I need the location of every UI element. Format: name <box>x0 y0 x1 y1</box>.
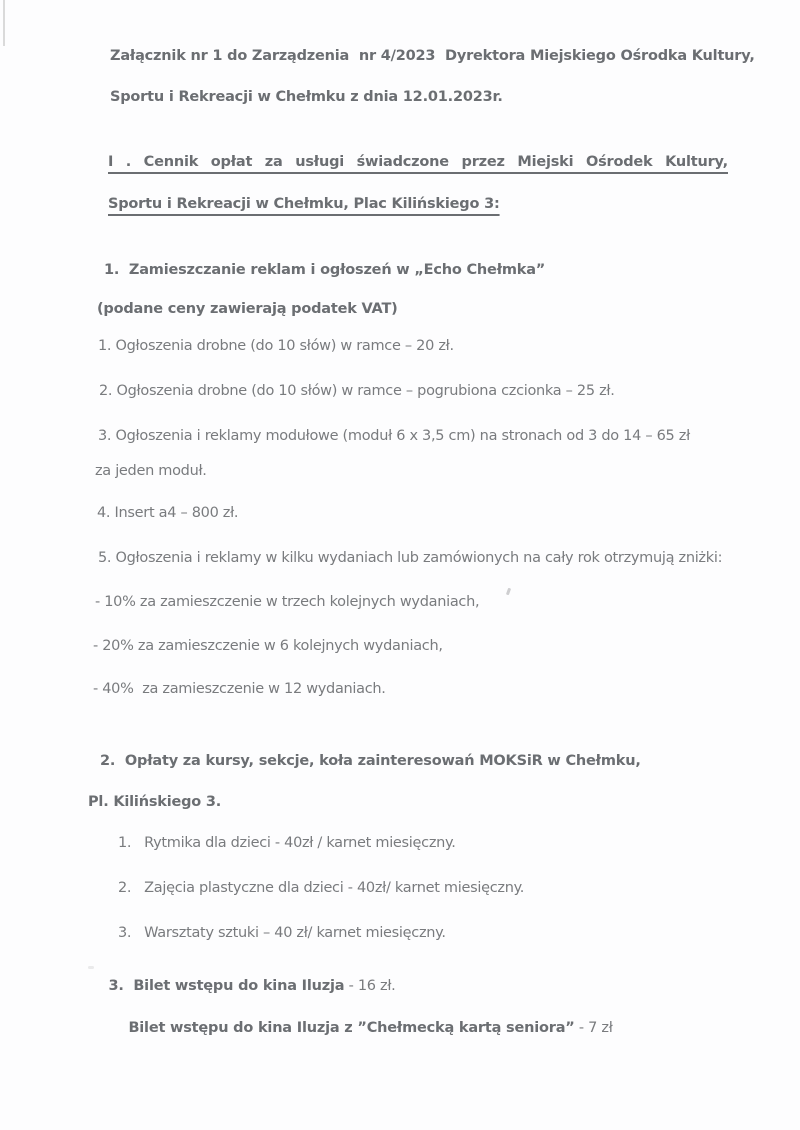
section1-item-3: 3. Ogłoszenia i reklamy modułowe (moduł 6 x 3,5 cm) na stronach od 3 do 14 – 65 zł <box>98 428 690 444</box>
document-title-line-1: I . Cennik opłat za usługi świadczone przez Miejski Ośrodek Kultury, <box>108 154 728 170</box>
section3-line-2 <box>110 1001 613 1055</box>
section1-item-2: 2. Ogłoszenia drobne (do 10 słów) w ramce – pogrubiona czcionka – 25 zł. <box>99 383 615 399</box>
section2-item-1: 1. Rytmika dla dzieci - 40zł / karnet miesięczny. <box>118 835 456 851</box>
scan-edge-artifact <box>3 0 5 46</box>
section1-item-1: 1. Ogłoszenia drobne (do 10 słów) w ramce – 20 zł. <box>98 338 454 354</box>
section1-discount-3: - 40% za zamieszczenie w 12 wydaniach. <box>93 681 386 697</box>
section3-line-2-bold-text: Bilet wstępu do kina Iluzja z ”Chełmecką kartą seniora” <box>128 1020 575 1037</box>
section1-discount-1: - 10% za zamieszczenie w trzech kolejnych wydaniach, <box>95 594 480 610</box>
section1-item-5: 5. Ogłoszenia i reklamy w kilku wydaniach lub zamówionych na cały rok otrzymują zniżki: <box>98 550 723 566</box>
section1-heading: 1. Zamieszczanie reklam i ogłoszeń w „Echo Chełmka” <box>104 262 546 278</box>
scan-speck-artifact <box>506 588 511 596</box>
section2-item-3: 3. Warsztaty sztuki – 40 zł/ karnet miesięczny. <box>118 925 446 941</box>
section3-line-1-bold-text: 3. Bilet wstępu do kina Iluzja <box>108 978 345 995</box>
attachment-header-line-1: Załącznik nr 1 do Zarządzenia nr 4/2023 Dyrektora Miejskiego Ośrodka Kultury, <box>110 48 755 64</box>
document-title-line-2: Sportu i Rekreacji w Chełmku, Plac Kilińskiego 3: <box>108 196 500 212</box>
section3-line-1-price: - 16 zł. <box>344 978 396 995</box>
section1-vat-note: (podane ceny zawierają podatek VAT) <box>97 301 398 317</box>
section1-item-3-continuation: za jeden moduł. <box>95 463 207 479</box>
section1-discount-2: - 20% za zamieszczenie w 6 kolejnych wydaniach, <box>93 638 443 654</box>
section1-item-4: 4. Insert a4 – 800 zł. <box>97 505 239 521</box>
section2-heading-line-2: Pl. Kilińskiego 3. <box>88 794 222 810</box>
attachment-header-line-2: Sportu i Rekreacji w Chełmku z dnia 12.01.2023r. <box>110 89 503 105</box>
section2-heading-line-1: 2. Opłaty za kursy, sekcje, koła zainteresowań MOKSiR w Chełmku, <box>100 753 641 769</box>
section2-item-2: 2. Zajęcia plastyczne dla dzieci - 40zł/ karnet miesięczny. <box>118 880 525 896</box>
section3-line-2-price: - 7 zł <box>574 1020 613 1037</box>
